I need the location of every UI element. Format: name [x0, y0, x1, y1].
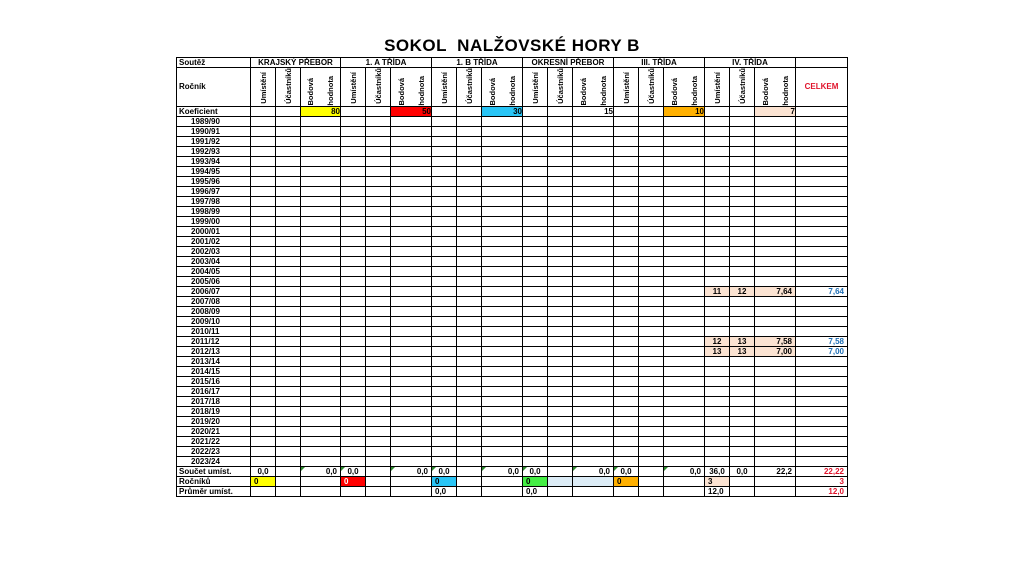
season-label: 2015/16	[177, 376, 251, 386]
sum-placement: 36,0	[705, 466, 730, 476]
sum-points: 22,2	[755, 466, 796, 476]
sum-points: 0,0	[301, 466, 341, 476]
season-label: 2016/17	[177, 386, 251, 396]
sum-placement: 0,0	[341, 466, 366, 476]
subheader-umisteni	[523, 68, 548, 107]
label-soucet: Součet umíst.	[177, 466, 251, 476]
label-rocniku: Ročníků	[177, 476, 251, 486]
subheader-text: hodnota	[325, 76, 335, 106]
subheader-bodova-hodnota	[482, 68, 523, 107]
subheader-text: Účastníků	[646, 68, 656, 104]
season-label: 2003/04	[177, 256, 251, 266]
season-label: 2008/09	[177, 306, 251, 316]
season-label: 1992/93	[177, 146, 251, 156]
competition-header: 1. B TŘÍDA	[432, 58, 523, 68]
total-value	[796, 446, 848, 456]
subheader-text: Bodová	[396, 78, 406, 106]
total-value	[796, 296, 848, 306]
seasons-count: 0	[432, 476, 457, 486]
placement-value: 13	[705, 346, 730, 356]
average-placement: 0,0	[523, 486, 548, 496]
points-value: 7,58	[755, 336, 796, 346]
season-label: 2017/18	[177, 396, 251, 406]
subheader-bodova-hodnota	[301, 68, 341, 107]
competition-header: OKRESNÍ PŘEBOR	[523, 58, 614, 68]
average-placement: 0,0	[432, 486, 457, 496]
celkem-header-empty	[796, 58, 848, 68]
total-value	[796, 306, 848, 316]
label-koeficient: Koeficient	[177, 106, 251, 116]
participants-value: 13	[730, 346, 755, 356]
average-placement	[251, 486, 276, 496]
participants-value: 13	[730, 336, 755, 346]
placement-value: 11	[705, 286, 730, 296]
total-value	[796, 226, 848, 236]
page-title: SOKOL NALŽOVSKÉ HORY B	[384, 36, 640, 55]
season-label: 2006/07	[177, 286, 251, 296]
sum-placement: 0,0	[251, 466, 276, 476]
coefficient-value: 7	[755, 106, 796, 116]
subheader-text: Umístění	[621, 72, 631, 104]
competition-header: KRAJSKÝ PŘEBOR	[251, 58, 341, 68]
subheader-bodova-hodnota	[391, 68, 432, 107]
total-value	[796, 166, 848, 176]
subheader-ucastniku	[457, 68, 482, 107]
subheader-text: Umístění	[439, 72, 449, 104]
subheader-text: hodnota	[689, 76, 699, 106]
coefficient-value: 50	[391, 106, 432, 116]
total-value	[796, 436, 848, 446]
subheader-text: hodnota	[416, 76, 426, 106]
sum-total: 22,22	[796, 466, 848, 476]
subheader-umisteni	[341, 68, 366, 107]
total-value	[796, 426, 848, 436]
subheader-umisteni	[251, 68, 276, 107]
celkem-header: CELKEM	[796, 68, 848, 107]
seasons-count: 0	[523, 476, 548, 486]
season-label: 1999/00	[177, 216, 251, 226]
total-value	[796, 356, 848, 366]
subheader-umisteni	[705, 68, 730, 107]
season-label: 2014/15	[177, 366, 251, 376]
total-value	[796, 136, 848, 146]
placement-value: 12	[705, 336, 730, 346]
season-label: 2018/19	[177, 406, 251, 416]
seasons-count: 0	[614, 476, 639, 486]
total-value	[796, 116, 848, 126]
season-label: 2005/06	[177, 276, 251, 286]
subheader-text: Bodová	[578, 78, 588, 106]
subheader-ucastniku	[276, 68, 301, 107]
season-label: 2020/21	[177, 426, 251, 436]
sum-points: 0,0	[664, 466, 705, 476]
subheader-text: Účastníků	[283, 68, 293, 104]
season-label: 2022/23	[177, 446, 251, 456]
seasons-count: 0	[251, 476, 276, 486]
total-value	[796, 316, 848, 326]
total-value	[796, 366, 848, 376]
total-value	[796, 196, 848, 206]
total-value: 7,64	[796, 286, 848, 296]
average-placement	[341, 486, 366, 496]
season-label: 1990/91	[177, 126, 251, 136]
sum-placement: 0,0	[523, 466, 548, 476]
total-value	[796, 456, 848, 466]
coefficient-value: 10	[664, 106, 705, 116]
season-label: 2012/13	[177, 346, 251, 356]
average-placement	[614, 486, 639, 496]
season-label: 2009/10	[177, 316, 251, 326]
total-value	[796, 326, 848, 336]
total-value	[796, 276, 848, 286]
subheader-text: Umístění	[712, 72, 722, 104]
season-label: 2011/12	[177, 336, 251, 346]
season-label: 2010/11	[177, 326, 251, 336]
subheader-text: hodnota	[780, 76, 790, 106]
subheader-text: Účastníků	[555, 68, 565, 104]
sum-participants	[457, 466, 482, 476]
coefficient-value: 15	[573, 106, 614, 116]
sum-points: 0,0	[391, 466, 432, 476]
coefficient-value: 80	[301, 106, 341, 116]
competition-header: IV. TŘÍDA	[705, 58, 796, 68]
subheader-umisteni	[614, 68, 639, 107]
label-rocnik: Ročník	[177, 68, 251, 107]
total-value	[796, 246, 848, 256]
seasons-count: 0	[341, 476, 366, 486]
season-label: 1993/94	[177, 156, 251, 166]
season-label: 2001/02	[177, 236, 251, 246]
sum-participants	[276, 466, 301, 476]
season-label: 2023/24	[177, 456, 251, 466]
subheader-text: Bodová	[306, 78, 316, 106]
sum-participants	[548, 466, 573, 476]
subheader-text: Bodová	[669, 78, 679, 106]
season-label: 2007/08	[177, 296, 251, 306]
seasons-total: 3	[796, 476, 848, 486]
average-placement: 12,0	[705, 486, 730, 496]
total-value: 7,58	[796, 336, 848, 346]
subheader-text: Bodová	[487, 78, 497, 106]
season-label: 1994/95	[177, 166, 251, 176]
sum-participants	[366, 466, 391, 476]
sum-participants	[639, 466, 664, 476]
subheader-text: Bodová	[760, 78, 770, 106]
sum-placement: 0,0	[614, 466, 639, 476]
season-label: 2019/20	[177, 416, 251, 426]
season-label: 2013/14	[177, 356, 251, 366]
season-label: 1995/96	[177, 176, 251, 186]
points-value: 7,00	[755, 346, 796, 356]
subheader-text: Účastníků	[373, 68, 383, 104]
competition-header: III. TŘÍDA	[614, 58, 705, 68]
total-value	[796, 176, 848, 186]
total-value	[796, 416, 848, 426]
subheader-bodova-hodnota	[755, 68, 796, 107]
label-soutez: Soutěž	[177, 58, 251, 68]
total-value	[796, 256, 848, 266]
subheader-text: hodnota	[598, 76, 608, 106]
season-label: 1996/97	[177, 186, 251, 196]
subheader-text: hodnota	[507, 76, 517, 106]
subheader-text: Umístění	[348, 72, 358, 104]
season-label: 1998/99	[177, 206, 251, 216]
subheader-bodova-hodnota	[573, 68, 614, 107]
subheader-umisteni	[432, 68, 457, 107]
subheader-ucastniku	[730, 68, 755, 107]
subheader-ucastniku	[366, 68, 391, 107]
subheader-text: Umístění	[258, 72, 268, 104]
competition-header: 1. A TŘÍDA	[341, 58, 432, 68]
season-label: 2000/01	[177, 226, 251, 236]
subheader-text: Umístění	[530, 72, 540, 104]
total-value	[796, 216, 848, 226]
label-prumer: Průměr umíst.	[177, 486, 251, 496]
season-label: 2004/05	[177, 266, 251, 276]
season-label: 1991/92	[177, 136, 251, 146]
average-total: 12,0	[796, 486, 848, 496]
subheader-text: Účastníků	[737, 68, 747, 104]
total-value	[796, 206, 848, 216]
sum-points: 0,0	[482, 466, 523, 476]
sum-points: 0,0	[573, 466, 614, 476]
season-label: 1989/90	[177, 116, 251, 126]
total-value	[796, 266, 848, 276]
participants-value: 12	[730, 286, 755, 296]
sum-participants: 0,0	[730, 466, 755, 476]
season-label: 1997/98	[177, 196, 251, 206]
sum-placement: 0,0	[432, 466, 457, 476]
total-value	[796, 186, 848, 196]
subheader-ucastniku	[548, 68, 573, 107]
results-table	[176, 57, 848, 497]
seasons-count: 3	[705, 476, 730, 486]
total-value	[796, 386, 848, 396]
total-value	[796, 126, 848, 136]
total-value	[796, 156, 848, 166]
total-value	[796, 146, 848, 156]
total-value	[796, 236, 848, 246]
season-label: 2021/22	[177, 436, 251, 446]
subheader-bodova-hodnota	[664, 68, 705, 107]
total-value	[796, 396, 848, 406]
subheader-ucastniku	[639, 68, 664, 107]
total-value	[796, 376, 848, 386]
points-value: 7,64	[755, 286, 796, 296]
coefficient-value: 30	[482, 106, 523, 116]
total-value	[796, 406, 848, 416]
season-label: 2002/03	[177, 246, 251, 256]
subheader-text: Účastníků	[464, 68, 474, 104]
total-value: 7,00	[796, 346, 848, 356]
